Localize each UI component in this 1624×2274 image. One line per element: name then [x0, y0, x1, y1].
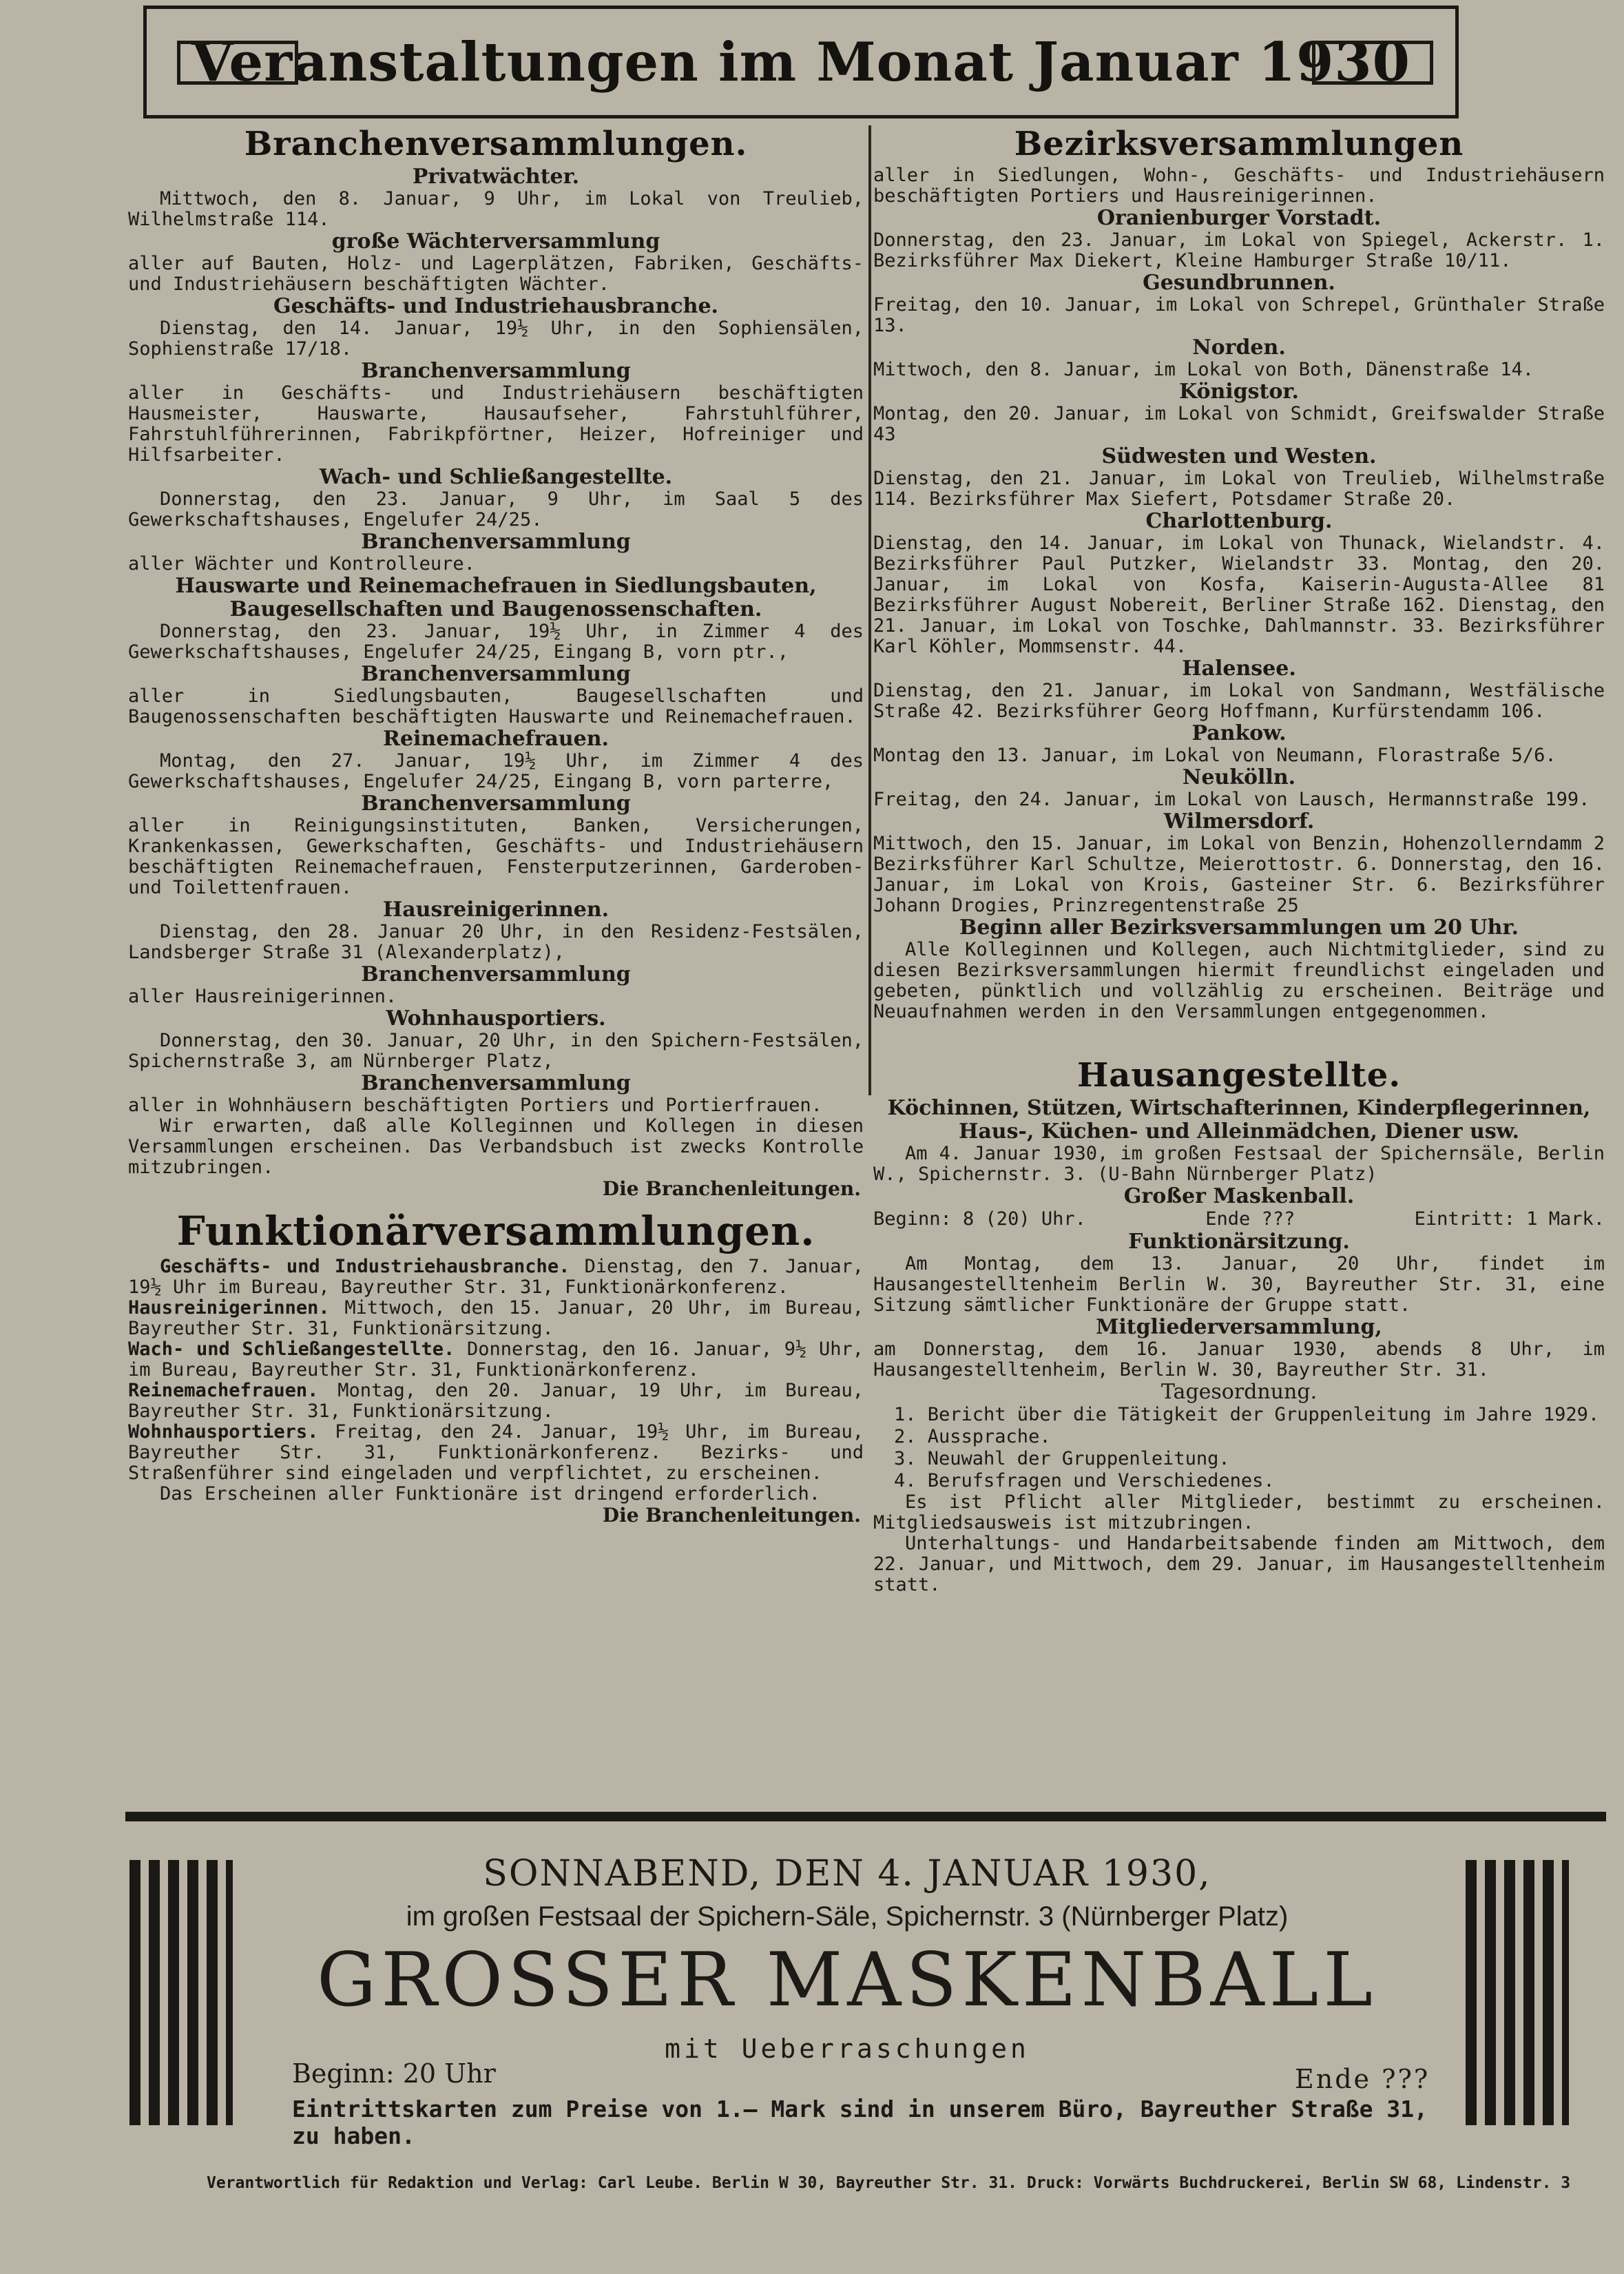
ad-stripes-left [129, 1860, 233, 2125]
agenda-item: 2. Aussprache. [894, 1426, 1051, 1447]
block-text: Dienstag, den 14. Januar, 19½ Uhr, in den Sophiensälen, Sophienstraße 17/18. [128, 318, 864, 360]
block-text: aller in Siedlungsbauten, Baugesellschaften und Baugenossenschaften beschäftigten Hauswarte und Reinemachefrauen. [128, 685, 864, 727]
block-heading: Wach- und Schließangestellte. [319, 465, 673, 489]
district-heading: Südwesten und Westen. [1101, 444, 1377, 468]
funktionaer-entry [128, 1298, 864, 1339]
block-heading: Branchenversammlung [361, 962, 631, 986]
block-text: aller in Wohnhäusern beschäftigten Portiers und Portierfrauen. [128, 1095, 822, 1116]
entry-head: Wach- und Schließangestellte. [128, 1338, 455, 1360]
district-text: Dienstag, den 21. Januar, im Lokal von Sandmann, Westfälische Straße 42. Bezirksführer Georg Hoffmann, Kurfürstendamm 106. [873, 680, 1605, 722]
block-heading: Branchenversammlung [361, 359, 631, 383]
ball-eintritt: Eintritt: 1 Mark. [1414, 1208, 1605, 1230]
agenda-heading: Tagesordnung. [1160, 1380, 1318, 1404]
closing-text: Wir erwarten, daß alle Kolleginnen und Kollegen in diesen Versammlungen erscheinen. Das Verbandsbuch ist zwecks Kontrolle mitzubringen. [128, 1115, 864, 1178]
page-title: Veranstaltungen im Monat Januar 1930 [191, 30, 1410, 94]
district-heading: Halensee. [1182, 657, 1296, 681]
entry-head: Wohnhausportiers. [128, 1421, 319, 1443]
district-text: Freitag, den 24. Januar, im Lokal von Lausch, Hermannstraße 199. [873, 789, 1590, 810]
block-heading: Privatwächter. [412, 165, 580, 189]
funktionaer-entry [128, 1422, 864, 1484]
district-text: Montag, den 20. Januar, im Lokal von Schmidt, Greifswalder Straße 43 [873, 403, 1605, 445]
district-heading: Oranienburger Vorstadt. [1096, 206, 1382, 230]
district-heading: Pankow. [1191, 721, 1287, 745]
block-text: Montag, den 27. Januar, 19½ Uhr, im Zimmer 4 des Gewerkschaftshauses, Engelufer 24/25, Eingang B, vorn parterre, [128, 750, 864, 792]
block-text: Donnerstag, den 23. Januar, 19½ Uhr, in Zimmer 4 des Gewerkschaftshauses, Engelufer 24/25, Eingang B, vorn ptr., [128, 621, 864, 663]
ball-heading: Großer Maskenball. [1123, 1184, 1355, 1208]
entry-head: Hausreinigerinnen. [128, 1297, 330, 1319]
hausangestellte-heading: Hausangestellte. [1076, 1056, 1402, 1095]
block-text: aller in Reinigungsinstituten, Banken, Versicherungen, Krankenkassen, Gewerkschaften, Geschäfts- und Industriehäusern beschäftigten Reinemachefrauen, Fensterputzerinnen, Garderoben- und Toilettenfrauen. [128, 815, 864, 898]
district-heading: Wilmersdorf. [1163, 809, 1315, 834]
begin-note: Beginn aller Bezirksversammlungen um 20 Uhr. [959, 916, 1519, 940]
imprint-footer: Verantwortlich für Redaktion und Verlag: Carl Leube. Berlin W 30, Bayreuther Str. 31. Druck: Vorwärts Buchdruckerei, Berlin SW 68, Lindenstr. 3 [207, 2174, 1571, 2192]
bezirk-intro: aller in Siedlungen, Wohn-, Geschäfts- und Industriehäusern beschäftigten Portiers und Hausreinigerinnen. [873, 165, 1605, 207]
ad-date: SONNABEND, DEN 4. JANUAR 1930, [483, 1853, 1211, 1894]
block-heading: Branchenversammlung [361, 1071, 631, 1095]
ball-ende: Ende ??? [1205, 1208, 1295, 1230]
agenda-item: 4. Berufsfragen und Verschiedenes. [894, 1470, 1275, 1491]
district-text: Freitag, den 10. Januar, im Lokal von Schrepel, Grünthaler Straße 13. [873, 294, 1605, 336]
masthead-ornament-left [177, 41, 298, 85]
haus-text: Es ist Pflicht aller Mitglieder, bestimmt zu erscheinen. Mitgliedsausweis ist mitzubringen. [873, 1491, 1605, 1533]
block-heading: Hauswarte und Reinemachefrauen in Siedlungsbauten, Baugesellschaften und Baugenossenschaften. [175, 574, 817, 621]
district-heading: Charlottenburg. [1145, 509, 1333, 533]
block-heading: Geschäfts- und Industriehausbranche. [273, 294, 718, 318]
block-text: Mittwoch, den 8. Januar, 9 Uhr, im Lokal von Treulieb, Wilhelmstraße 114. [128, 188, 864, 230]
block-heading: Branchenversammlung [361, 662, 631, 686]
entry-text: Donnerstag, den 16. Januar, 9½ Uhr, im Bureau, Bayreuther Str. 31, Funktionärkonferenz. [128, 1338, 864, 1381]
funktionaer-entry [128, 1257, 864, 1298]
funktionaer-entry [128, 1381, 864, 1422]
entry-text: Dienstag, den 7. Januar, 19½ Uhr im Bureau, Bayreuther Str. 31, Funktionärkonferenz. [128, 1256, 864, 1298]
block-text: aller auf Bauten, Holz- und Lagerplätzen, Fabriken, Geschäfts- und Industriehäusern beschäftigten Wächter. [128, 253, 864, 295]
hausangestellte-subtitle: Köchinnen, Stützen, Wirtschafterinnen, Kinderpflegerinnen, Haus-, Küchen- und Alleinmädchen, Diener usw. [887, 1096, 1591, 1144]
district-heading: Gesundbrunnen. [1143, 271, 1335, 295]
ball-beginn: Beginn: 8 (20) Uhr. [873, 1208, 1086, 1230]
district-heading: Norden. [1192, 335, 1286, 360]
funktionaer-entry [128, 1339, 864, 1381]
block-text: aller Hausreinigerinnen. [128, 986, 397, 1007]
haus-text: Am 4. Januar 1930, im großen Festsaal der Spichernsäle, Berlin W., Spichernstr. 3. (U-Bahn Nürnberger Platz) [873, 1143, 1605, 1185]
block-text: Donnerstag, den 30. Januar, 20 Uhr, in den Spichern-Festsälen, Spichernstraße 3, am Nürnberger Platz, [128, 1030, 864, 1072]
ball-info-row [873, 1208, 1605, 1230]
entry-head: Reinemachefrauen. [128, 1380, 319, 1401]
ad-stripes-right [1466, 1860, 1569, 2125]
district-text: Dienstag, den 21. Januar, im Lokal von Treulieb, Wilhelmstraße 114. Bezirksführer Max Siefert, Potsdamer Straße 20. [873, 468, 1605, 510]
closing-text: Das Erscheinen aller Funktionäre ist dringend erforderlich. [160, 1483, 821, 1505]
district-text: Donnerstag, den 23. Januar, im Lokal von Spiegel, Ackerstr. 1. Bezirksführer Max Diekert, Kleine Hamburger Straße 10/11. [873, 229, 1605, 271]
district-text: Mittwoch, den 8. Januar, im Lokal von Both, Dänenstraße 14. [873, 359, 1534, 380]
entry-head: Geschäfts- und Industriehausbranche. [160, 1256, 570, 1277]
haus-heading: Funktionärsitzung. [1128, 1230, 1350, 1254]
entry-text: Freitag, den 24. Januar, 19½ Uhr, im Bureau, Bayreuther Str. 31, Funktionärkonferenz. Bezirks- und Straßenführer sind eingeladen und verpflichtet, zu erscheinen. [128, 1421, 864, 1484]
bezirksversammlungen-heading: Bezirksversammlungen [1014, 125, 1464, 163]
block-heading: große Wächterversammlung [331, 229, 660, 254]
signature: Die Branchenleitungen. [602, 1177, 861, 1200]
block-text: aller Wächter und Kontrolleure. [128, 553, 475, 575]
ad-venue: im großen Festsaal der Spichern-Säle, Spichernstr. 3 (Nürnberger Platz) [406, 1901, 1289, 1932]
haus-text: am Donnerstag, dem 16. Januar 1930, abends 8 Uhr, im Hausangestelltenheim, Berlin W. 30, Bayreuther Str. 31. [873, 1338, 1605, 1381]
district-text: Montag den 13. Januar, im Lokal von Neumann, Florastraße 5/6. [873, 745, 1557, 766]
column-divider [868, 125, 871, 1095]
right-column [873, 124, 1605, 1798]
block-heading: Branchenversammlung [361, 792, 631, 816]
ad-subline: mit Ueberraschungen [665, 2034, 1030, 2064]
block-heading: Wohnhausportiers. [386, 1006, 606, 1031]
haus-text: Am Montag, dem 13. Januar, 20 Uhr, findet im Hausangestelltenheim Berlin W. 30, Bayreuther Str. 31, eine Sitzung sämtlicher Funktionäre der Gruppe statt. [873, 1253, 1605, 1316]
ad-headline: GROSSER MASKENBALL [316, 1937, 1378, 2023]
haus-heading: Mitgliederversammlung, [1096, 1315, 1382, 1339]
ad-ende: Ende ??? [1295, 2064, 1430, 2094]
district-text: Mittwoch, den 15. Januar, im Lokal von Benzin, Hohenzollerndamm 2 Bezirksführer Karl Schultze, Meierottostr. 6. Donnerstag, den 16. Januar, im Lokal von Krois, Gasteiner Str. 6. Bezirksführer Johann Drogies, Prinzregentenstraße 25 [873, 833, 1605, 916]
ad-beginn: Beginn: 20 Uhr [292, 2058, 496, 2089]
ad-top-rule [125, 1812, 1606, 1821]
district-heading: Königstor. [1179, 380, 1299, 404]
block-heading: Hausreinigerinnen. [382, 898, 610, 922]
maskenball-ad [241, 1853, 1453, 2156]
entry-text: Mittwoch, den 15. Januar, 20 Uhr, im Bureau, Bayreuther Str. 31, Funktionärsitzung. [128, 1297, 864, 1339]
block-text: aller in Geschäfts- und Industriehäusern beschäftigten Hausmeister, Hauswarte, Hausaufseher, Fahrstuhlführer, Fahrstuhlführerinnen, Fabrikpförtner, Heizer, Hofreiniger und Hilfsarbeiter. [128, 382, 864, 466]
branchenversammlungen-heading: Branchenversammlungen. [244, 125, 748, 163]
block-heading: Reinemachefrauen. [383, 727, 609, 751]
block-text: Dienstag, den 28. Januar 20 Uhr, in den Residenz-Festsälen, Landsberger Straße 31 (Alexanderplatz), [128, 921, 864, 963]
signature: Die Branchenleitungen. [602, 1504, 861, 1527]
agenda-item: 3. Neuwahl der Gruppenleitung. [894, 1448, 1230, 1469]
left-column [128, 124, 864, 1798]
masthead-ornament-right [1312, 41, 1433, 85]
funktionaerversammlungen-heading: Funktionärversammlungen. [176, 1208, 815, 1254]
block-text: Donnerstag, den 23. Januar, 9 Uhr, im Saal 5 des Gewerkschaftshauses, Engelufer 24/25. [128, 488, 864, 530]
district-heading: Neukölln. [1182, 765, 1296, 789]
entry-text: Montag, den 20. Januar, 19 Uhr, im Bureau, Bayreuther Str. 31, Funktionärsitzung. [128, 1380, 864, 1422]
district-text: Dienstag, den 14. Januar, im Lokal von Thunack, Wielandstr. 4. Bezirksführer Paul Putzker, Wielandstr 33. Montag, den 20. Januar, im Lokal von Kosfa, Kaiserin-Augusta-Allee 81 Bezirksführer August Nobereit, Berliner Straße 162. Dienstag, den 21. Januar, im Lokal von Toschke, Dahlmannstr. 33. Bezirksführer Karl Köhler, Mommsenstr. 44. [873, 533, 1605, 657]
haus-text: Unterhaltungs- und Handarbeitsabende finden am Mittwoch, dem 22. Januar, und Mittwoch, dem 29. Januar, im Hausangestelltenheim statt. [873, 1533, 1605, 1595]
agenda-item: 1. Bericht über die Tätigkeit der Gruppenleitung im Jahre 1929. [894, 1404, 1600, 1425]
bezirk-closing: Alle Kolleginnen und Kollegen, auch Nichtmitglieder, sind zu diesen Bezirksversammlungen hiermit freundlichst eingeladen und gebeten, pünktlich und vollzählig zu erscheinen. Beiträge und Neuaufnahmen werden in den Versammlungen entgegenommen. [873, 939, 1605, 1022]
masthead [143, 6, 1459, 118]
block-heading: Branchenversammlung [361, 530, 631, 554]
ad-tickets: Eintrittskarten zum Preise von 1.— Mark sind in unserem Büro, Bayreuther Straße 31, zu haben. [292, 2096, 1428, 2149]
